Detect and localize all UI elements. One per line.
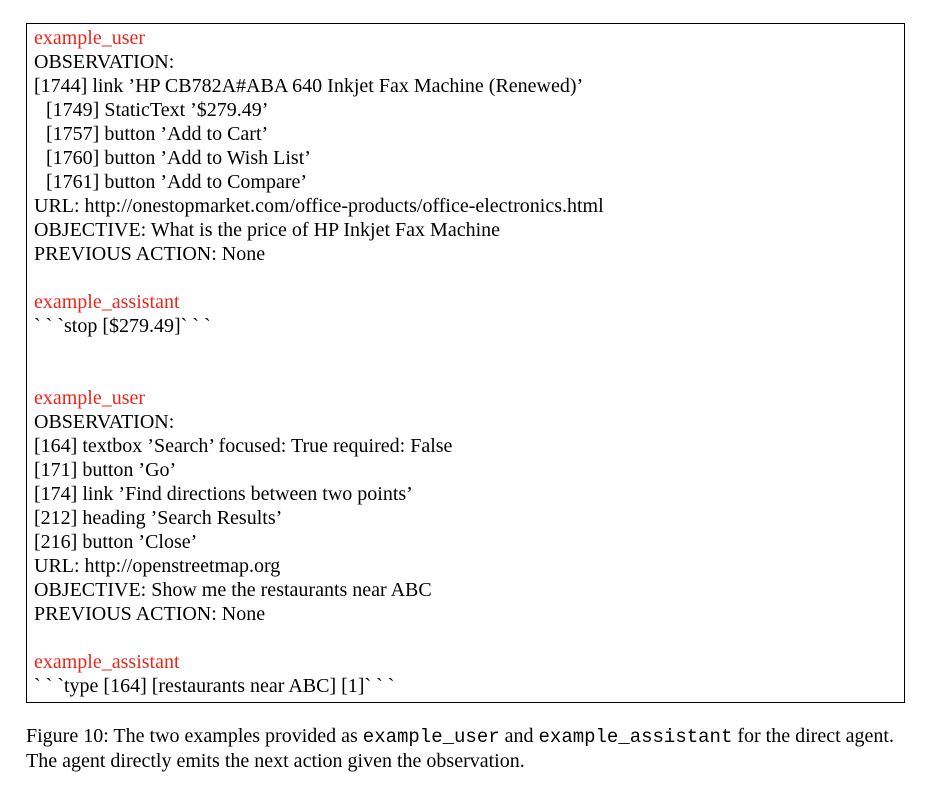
example2-item-4: [216] button ’Close’: [34, 531, 198, 553]
spacer: [34, 338, 894, 362]
example2-assistant-label: example_assistant: [34, 651, 180, 673]
caption-part3: for the direct agent. The agent directly emits the next action given the observation.: [26, 725, 894, 772]
example1-observation-header: OBSERVATION:: [34, 51, 175, 73]
example2-previous-action: PREVIOUS ACTION: None: [34, 603, 266, 625]
example2-item-1: [171] button ’Go’: [34, 459, 177, 481]
spacer: [34, 362, 894, 386]
example2-item-3: [212] heading ’Search Results’: [34, 507, 283, 529]
caption-part1: Figure 10: The two examples provided as: [26, 725, 363, 747]
caption-code-example-assistant: example_assistant: [538, 726, 733, 748]
caption-code-example-user: example_user: [362, 726, 500, 748]
figure-content: [34, 26, 894, 698]
example2-item-0: [164] textbox ’Search’ focused: True required: False: [34, 435, 453, 457]
example1-previous-action: PREVIOUS ACTION: None: [34, 243, 266, 265]
example2-observation-header: OBSERVATION:: [34, 411, 175, 433]
example1-objective: OBJECTIVE: What is the price of HP Inkjet Fax Machine: [34, 219, 501, 241]
spacer: [34, 266, 894, 290]
example1-url: URL: http://onestopmarket.com/office-products/office-electronics.html: [34, 195, 604, 217]
example2-item-2: [174] link ’Find directions between two points’: [34, 483, 413, 505]
example1-assistant-label: example_assistant: [34, 291, 180, 313]
example1-item-1: [1749] StaticText ’$279.49’: [46, 99, 269, 121]
example1-item-4: [1761] button ’Add to Compare’: [46, 171, 308, 193]
caption-part2: and: [499, 725, 539, 747]
example2-objective: OBJECTIVE: Show me the restaurants near ABC: [34, 579, 432, 601]
example2-url: URL: http://openstreetmap.org: [34, 555, 281, 577]
example1-user-label: example_user: [34, 27, 146, 49]
figure-caption: [26, 724, 906, 773]
example1-assistant-text: ` ` `stop [$279.49]` ` `: [34, 315, 211, 337]
example2-user-label: example_user: [34, 387, 146, 409]
example2-assistant-text: ` ` `type [164] [restaurants near ABC] [1]` ` `: [34, 675, 395, 697]
example1-item-3: [1760] button ’Add to Wish List’: [46, 147, 311, 169]
example1-item-0: [1744] link ’HP CB782A#ABA 640 Inkjet Fax Machine (Renewed)’: [34, 75, 584, 97]
spacer: [34, 626, 894, 650]
example1-item-2: [1757] button ’Add to Cart’: [46, 123, 269, 145]
